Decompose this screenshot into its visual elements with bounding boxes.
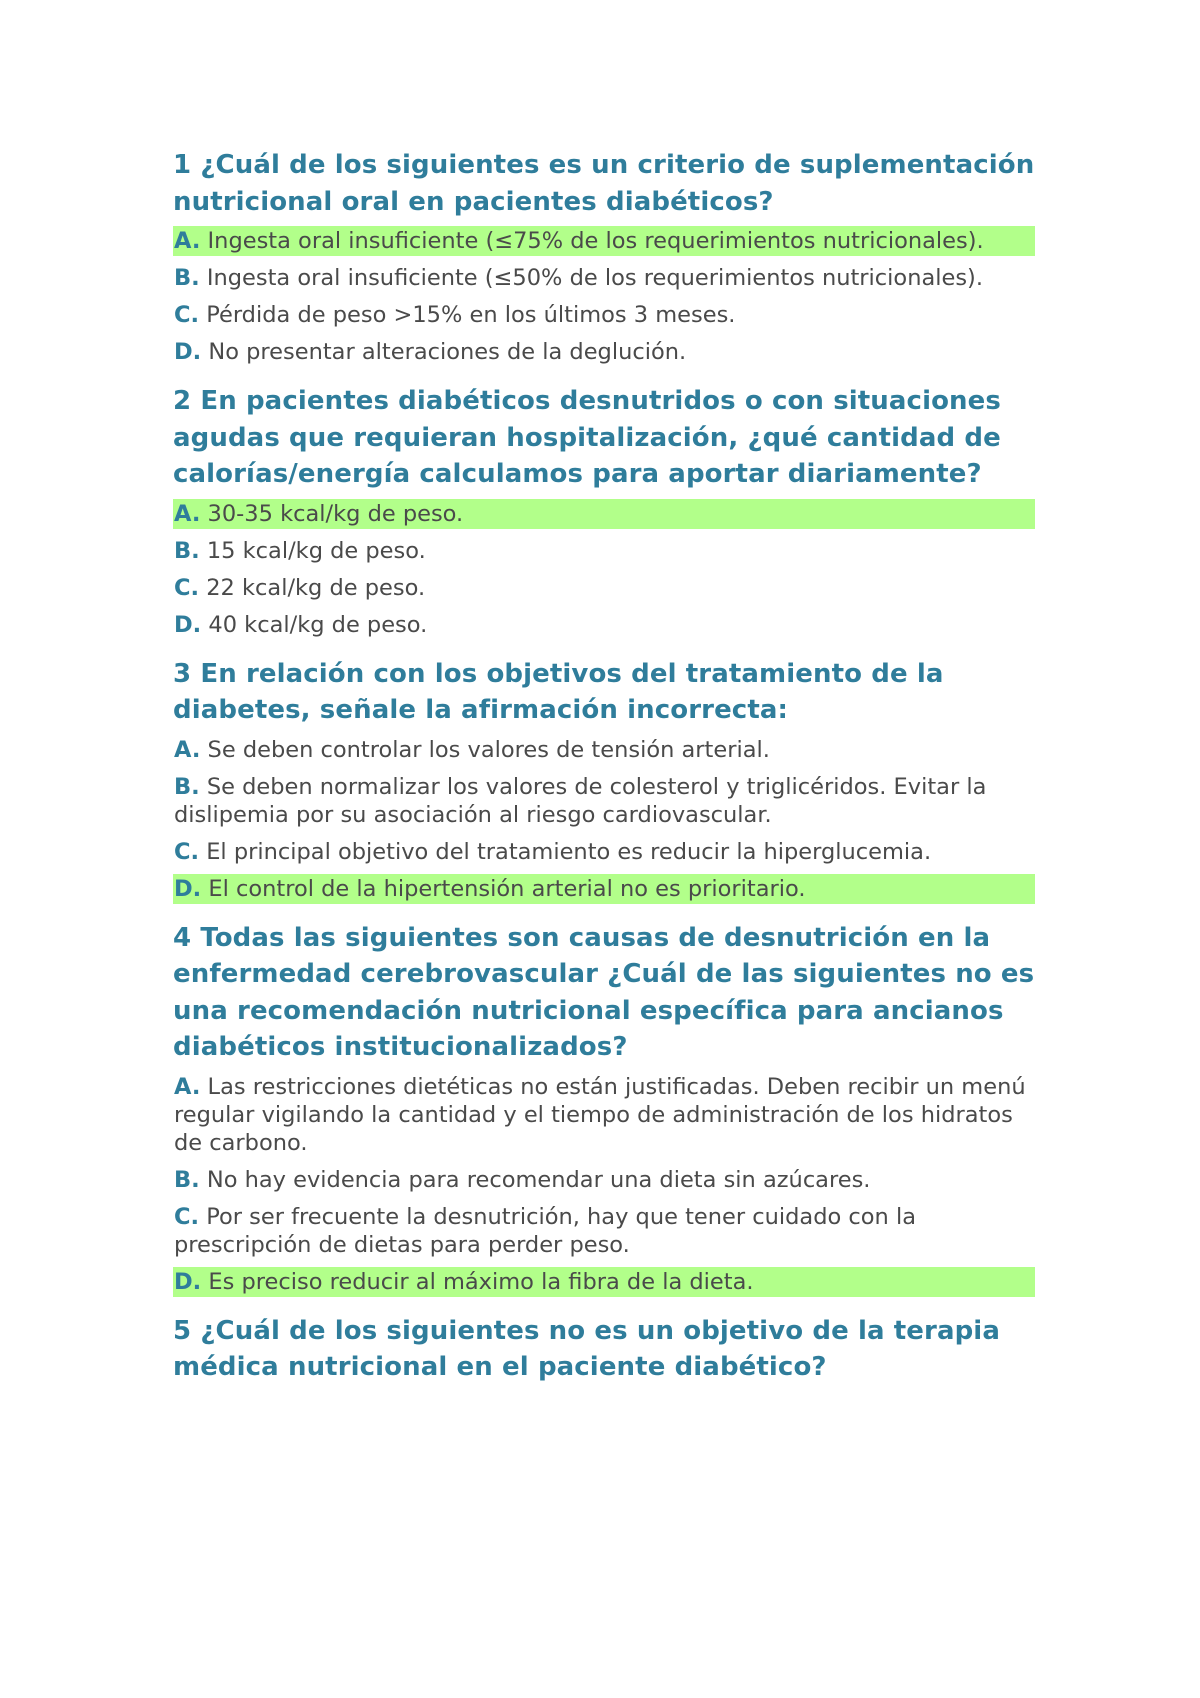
- option-a-highlighted: [173, 499, 1035, 529]
- question-title: 5 ¿Cuál de los siguientes no es un objetivo de la terapia médica nutricional en el paciente diabético?: [173, 1315, 1000, 1382]
- option-c: [173, 573, 1035, 603]
- option-text: No hay evidencia para recomendar una dieta sin azúcares.: [206, 1166, 871, 1193]
- question-4: [173, 920, 1035, 1297]
- option-letter: B.: [174, 265, 200, 291]
- option-text: Se deben normalizar los valores de colesterol y triglicéridos. Evitar la dislipemia por su asociación al riesgo cardiovascular.: [174, 773, 987, 828]
- option-letter: D.: [174, 339, 202, 365]
- option-letter: D.: [174, 875, 202, 902]
- question-title: 2 En pacientes diabéticos desnutridos o con situaciones agudas que requieran hospitalización, ¿qué cantidad de calorías/energía calculamos para aportar diariamente?: [173, 386, 1001, 489]
- option-a: [173, 735, 1035, 765]
- option-text: El control de la hipertensión arterial no es prioritario.: [208, 875, 806, 902]
- option-b: [173, 772, 1035, 830]
- quiz-document: [173, 147, 1035, 1392]
- option-text: 22 kcal/kg de peso.: [206, 574, 426, 601]
- option-d: [173, 610, 1035, 640]
- option-text: Ingesta oral insuficiente (≤50% de los requerimientos nutricionales).: [206, 265, 983, 291]
- question-1: [173, 147, 1035, 367]
- option-c: [173, 300, 1035, 330]
- option-letter: B.: [174, 773, 200, 800]
- option-text: Ingesta oral insuficiente (≤75% de los requerimientos nutricionales).: [207, 228, 984, 254]
- option-letter: A.: [174, 500, 201, 527]
- option-d: [173, 337, 1035, 367]
- option-text: Por ser frecuente la desnutrición, hay que tener cuidado con la prescripción de dietas para perder peso.: [174, 1203, 916, 1258]
- option-letter: D.: [174, 611, 202, 638]
- option-letter: D.: [174, 1268, 202, 1295]
- option-text: Pérdida de peso >15% en los últimos 3 meses.: [206, 302, 736, 328]
- option-text: Es preciso reducir al máximo la fibra de la dieta.: [208, 1268, 754, 1295]
- option-text: Se deben controlar los valores de tensión arterial.: [207, 736, 770, 763]
- option-letter: A.: [174, 228, 201, 254]
- question-2: [173, 383, 1035, 640]
- option-text: Las restricciones dietéticas no están justificadas. Deben recibir un menú regular vigilando la cantidad y el tiempo de administración de los hidratos de carbono.: [174, 1073, 1026, 1156]
- option-letter: C.: [174, 838, 200, 865]
- option-text: No presentar alteraciones de la deglución.: [208, 339, 687, 365]
- option-c: [173, 1202, 1035, 1260]
- option-b: [173, 536, 1035, 566]
- option-letter: C.: [174, 1203, 200, 1230]
- question-title: 1 ¿Cuál de los siguientes es un criterio de suplementación nutricional oral en pacientes diabéticos?: [173, 150, 1035, 217]
- option-text: 15 kcal/kg de peso.: [206, 537, 426, 564]
- question-3: [173, 656, 1035, 904]
- option-b: [173, 263, 1035, 293]
- option-a-highlighted: [173, 226, 1035, 256]
- option-d-highlighted: [173, 1267, 1035, 1297]
- question-title: 4 Todas las siguientes son causas de desnutrición en la enfermedad cerebrovascular ¿Cuál de las siguientes no es una recomendación nutricional específica para ancianos diabéticos institucionalizados?: [173, 922, 1035, 1062]
- option-letter: A.: [174, 1073, 201, 1100]
- option-letter: A.: [174, 736, 201, 763]
- option-b: [173, 1165, 1035, 1195]
- option-c: [173, 837, 1035, 867]
- question-5: [173, 1313, 1035, 1386]
- option-letter: B.: [174, 1166, 200, 1193]
- option-text: 30-35 kcal/kg de peso.: [207, 500, 464, 527]
- question-title: 3 En relación con los objetivos del tratamiento de la diabetes, señale la afirmación incorrecta:: [173, 658, 944, 725]
- option-text: 40 kcal/kg de peso.: [208, 611, 428, 638]
- option-letter: C.: [174, 574, 200, 601]
- option-text: El principal objetivo del tratamiento es reducir la hiperglucemia.: [206, 838, 932, 865]
- option-d-highlighted: [173, 874, 1035, 904]
- option-a: [173, 1072, 1035, 1158]
- option-letter: C.: [174, 302, 200, 328]
- option-letter: B.: [174, 537, 200, 564]
